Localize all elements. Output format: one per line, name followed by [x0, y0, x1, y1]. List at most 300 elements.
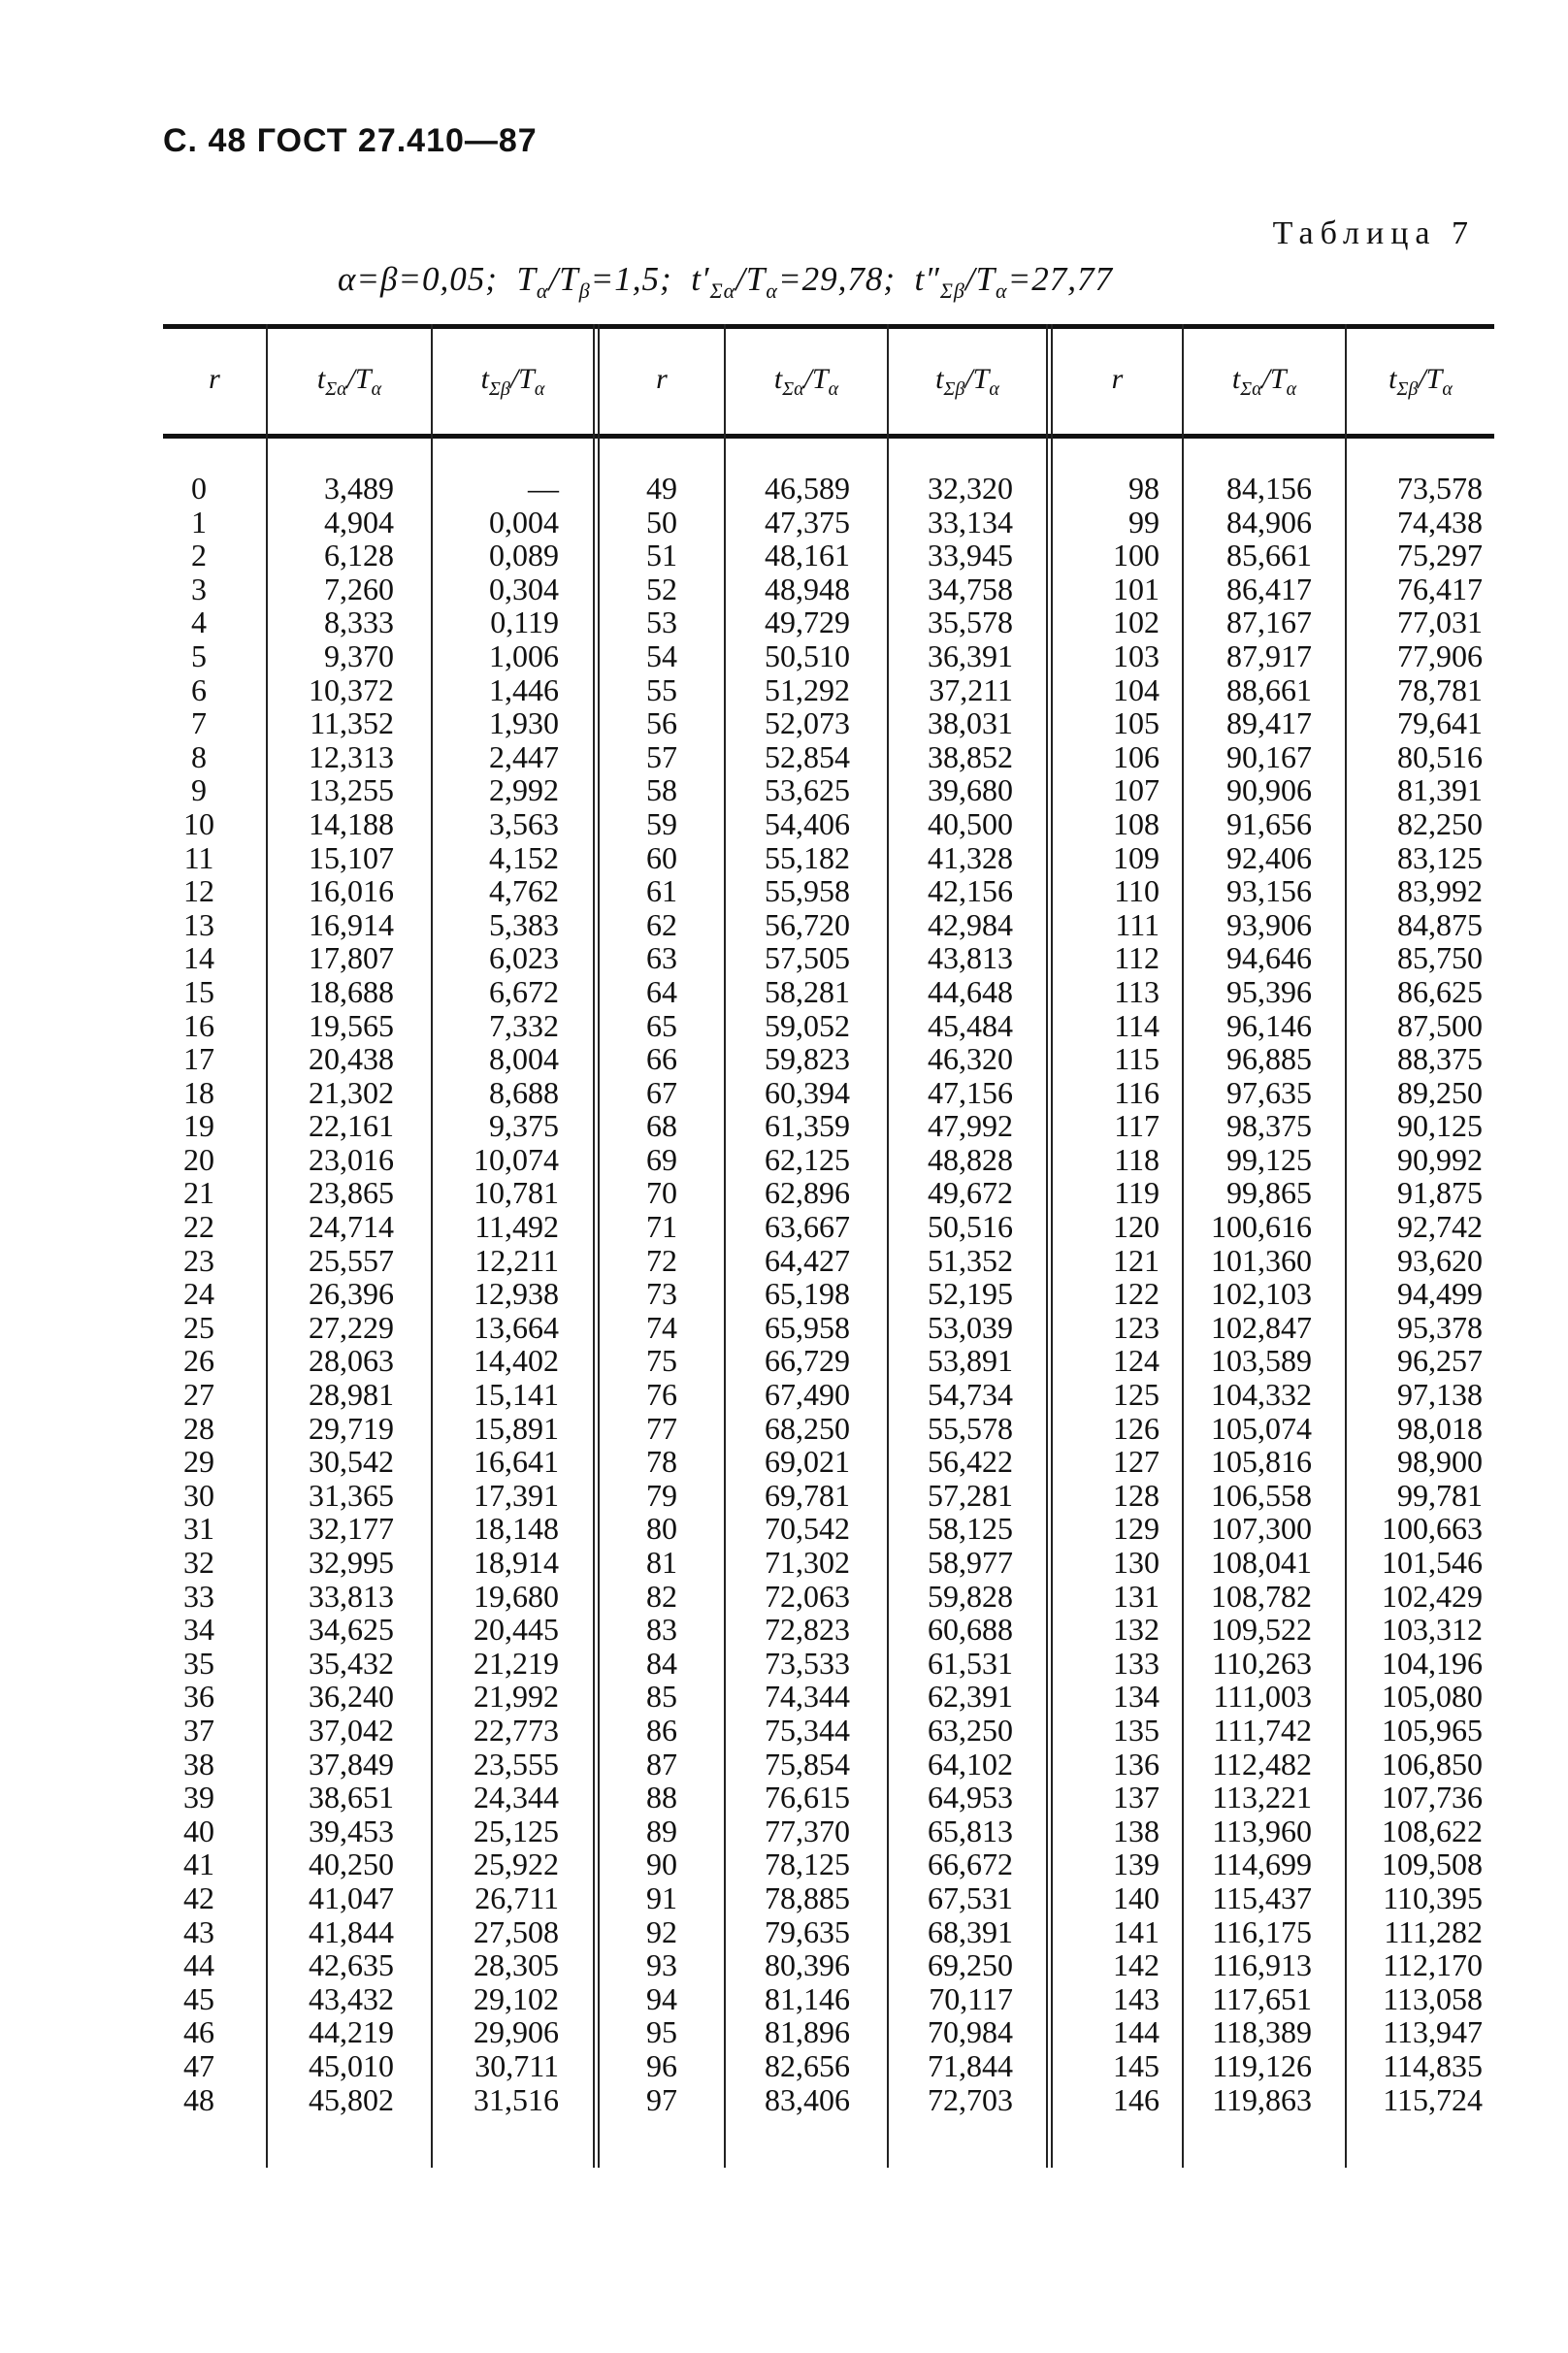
- r-cell: 128: [1113, 1477, 1160, 1513]
- t-sum-beta-cell: 49,672: [928, 1175, 1013, 1211]
- t-sum-alpha-cell: 11,352: [310, 705, 394, 741]
- t-sum-alpha-cell: 84,906: [1226, 504, 1312, 539]
- t-sum-alpha-cell: 37,042: [309, 1712, 394, 1748]
- t-sum-alpha-cell: 100,616: [1211, 1209, 1312, 1245]
- header-t-beta-sub2: α: [989, 378, 999, 400]
- t-sum-alpha-cell: 38,651: [309, 1780, 394, 1815]
- t-sum-alpha-cell: 9,370: [324, 637, 394, 673]
- r-cell: 130: [1113, 1545, 1160, 1580]
- t-sum-beta-cell: 93,620: [1397, 1242, 1483, 1278]
- t-sum-alpha-cell: 27,229: [309, 1309, 394, 1345]
- r-cell: 51: [646, 538, 677, 573]
- t-sum-beta-cell: 89,250: [1397, 1074, 1483, 1110]
- header-t-alpha-main: t: [1231, 363, 1241, 395]
- header-t-alpha-sub: Σα: [325, 378, 347, 400]
- r-cell: 97: [646, 2081, 677, 2117]
- t-sum-alpha-cell: 104,332: [1211, 1377, 1312, 1413]
- r-cell: 84: [646, 1645, 677, 1681]
- t-sum-beta-cell: 27,508: [474, 1913, 559, 1949]
- r-cell: 117: [1114, 1108, 1160, 1144]
- t-sum-beta-cell: 47,156: [928, 1074, 1013, 1110]
- r-cell: 80: [646, 1511, 677, 1547]
- t-sum-alpha-cell: 32,995: [309, 1545, 394, 1580]
- t-sum-beta-cell: 8,004: [489, 1041, 559, 1077]
- t-sum-alpha-cell: 103,589: [1211, 1343, 1312, 1379]
- t-sum-beta-cell: 5,383: [489, 906, 559, 942]
- r-cell: 35: [183, 1645, 214, 1681]
- r-cell: 54: [646, 637, 677, 673]
- r-cell: 29: [183, 1444, 214, 1480]
- t-sum-beta-cell: 90,125: [1397, 1108, 1483, 1144]
- t-sum-alpha-cell: 99,865: [1226, 1175, 1312, 1211]
- param-alpha-beta: α=β=0,05;: [338, 260, 498, 298]
- t-sum-beta-cell: 64,102: [928, 1746, 1013, 1781]
- t-sum-alpha-cell: 61,359: [765, 1108, 850, 1144]
- r-cell: 106: [1113, 738, 1160, 774]
- header-t-sum-alpha: [726, 363, 887, 411]
- t-sum-beta-cell: 64,953: [928, 1780, 1013, 1815]
- r-cell: 45: [183, 1980, 214, 2016]
- t-sum-beta-cell: 34,758: [928, 571, 1013, 606]
- r-cell: 135: [1113, 1712, 1160, 1748]
- header-r-label: r: [209, 363, 220, 395]
- header-t-alpha-main: t: [773, 363, 783, 395]
- r-cell: 104: [1113, 671, 1160, 707]
- t-sum-beta-cell: 19,680: [474, 1578, 559, 1614]
- r-cell: 129: [1113, 1511, 1160, 1547]
- t-sum-alpha-cell: 70,542: [765, 1511, 850, 1547]
- r-cell: 17: [183, 1041, 214, 1077]
- t-sum-alpha-cell: 102,847: [1211, 1309, 1312, 1345]
- r-cell: 61: [646, 873, 677, 909]
- t-sum-alpha-cell: 14,188: [309, 805, 394, 841]
- t-sum-beta-cell: 62,391: [928, 1679, 1013, 1715]
- header-r: [600, 363, 724, 411]
- t-sum-alpha-cell: 111,742: [1213, 1712, 1312, 1748]
- r-cell: 41: [183, 1846, 214, 1882]
- t-sum-alpha-cell: 119,126: [1212, 2047, 1312, 2083]
- r-cell: 60: [646, 839, 677, 875]
- t-sum-beta-column: [889, 472, 1013, 2116]
- r-cell: 126: [1113, 1410, 1160, 1446]
- r-cell: 70: [646, 1175, 677, 1211]
- t-sum-alpha-cell: 50,510: [765, 637, 850, 673]
- t-sum-beta-cell: 71,844: [928, 2047, 1013, 2083]
- r-cell: 133: [1113, 1645, 1160, 1681]
- t-sum-alpha-cell: 77,370: [765, 1813, 850, 1848]
- t-sum-beta-cell: 58,977: [928, 1545, 1013, 1580]
- header-t-beta-main: t: [480, 363, 489, 395]
- t-sum-alpha-cell: 93,906: [1226, 906, 1312, 942]
- t-sum-beta-cell: 98,018: [1397, 1410, 1483, 1446]
- t-sum-beta-cell: 108,622: [1382, 1813, 1483, 1848]
- t-sum-beta-cell: 51,352: [928, 1242, 1013, 1278]
- r-cell: 145: [1113, 2047, 1160, 2083]
- t-sum-beta-cell: 70,984: [928, 2014, 1013, 2050]
- t-sum-beta-cell: 100,663: [1382, 1511, 1483, 1547]
- t-sum-alpha-cell: 10,372: [309, 671, 394, 707]
- t-sum-beta-cell: 24,344: [474, 1780, 559, 1815]
- r-cell: 72: [646, 1242, 677, 1278]
- r-cell: 103: [1113, 637, 1160, 673]
- t-sum-beta-cell: 66,672: [928, 1846, 1013, 1882]
- r-cell: 78: [646, 1444, 677, 1480]
- t-sum-alpha-cell: 105,816: [1211, 1444, 1312, 1480]
- r-cell: 14: [183, 940, 214, 976]
- t-sum-beta-cell: 103,312: [1382, 1612, 1483, 1648]
- t-sum-alpha-cell: 72,823: [765, 1612, 850, 1648]
- header-r: [163, 363, 266, 411]
- r-cell: 109: [1113, 839, 1160, 875]
- t-sum-alpha-cell: 74,344: [765, 1679, 850, 1715]
- t-sum-beta-cell: 42,156: [928, 873, 1013, 909]
- t-sum-beta-cell: 36,391: [928, 637, 1013, 673]
- t-sum-alpha-cell: 111,003: [1213, 1679, 1312, 1715]
- t-sum-beta-cell: 50,516: [928, 1209, 1013, 1245]
- r-cell: 36: [183, 1679, 214, 1715]
- t-sum-beta-cell: 48,828: [928, 1141, 1013, 1177]
- t-sum-alpha-cell: 62,896: [765, 1175, 850, 1211]
- t-sum-alpha-cell: 49,729: [765, 605, 850, 640]
- t-sum-beta-cell: 17,391: [474, 1477, 559, 1513]
- t-sum-alpha-cell: 83,406: [765, 2081, 850, 2117]
- t-sum-alpha-cell: 89,417: [1226, 705, 1312, 741]
- t-sum-alpha-cell: 98,375: [1226, 1108, 1312, 1144]
- header-t-sum-alpha: [268, 363, 431, 411]
- t-sum-beta-cell: 81,391: [1397, 772, 1483, 808]
- r-cell: 76: [646, 1377, 677, 1413]
- header-t-beta-rest: /T: [1418, 363, 1443, 395]
- t-sum-alpha-cell: 31,365: [309, 1477, 394, 1513]
- t-sum-alpha-cell: 45,010: [309, 2047, 394, 2083]
- t-sum-alpha-cell: 101,360: [1211, 1242, 1312, 1278]
- t-sum-alpha-cell: 60,394: [765, 1074, 850, 1110]
- header-t-sum-beta: [1347, 363, 1494, 411]
- t-sum-beta-cell: 61,531: [928, 1645, 1013, 1681]
- t-sum-beta-cell: 55,578: [928, 1410, 1013, 1446]
- r-cell: 46: [183, 2014, 214, 2050]
- r-cell: 136: [1113, 1746, 1160, 1781]
- r-cell: 48: [183, 2081, 214, 2117]
- t-sum-alpha-cell: 17,807: [309, 940, 394, 976]
- t-sum-beta-cell: 111,282: [1384, 1913, 1483, 1949]
- t-sum-alpha-cell: 85,661: [1226, 538, 1312, 573]
- t-sum-alpha-cell: 108,041: [1211, 1545, 1312, 1580]
- header-r-label: r: [656, 363, 668, 395]
- param-t-beta: t″: [914, 260, 940, 298]
- r-cell: 142: [1113, 1947, 1160, 1983]
- t-sum-beta-cell: 10,074: [474, 1141, 559, 1177]
- t-sum-beta-cell: 4,152: [489, 839, 559, 875]
- t-sum-beta-cell: 41,328: [928, 839, 1013, 875]
- r-cell: 64: [646, 973, 677, 1009]
- r-cell: 121: [1113, 1242, 1160, 1278]
- param-t-alpha-mid: /T: [735, 260, 767, 298]
- r-cell: 6: [191, 671, 207, 707]
- t-sum-alpha-cell: 56,720: [765, 906, 850, 942]
- r-cell: 3: [191, 571, 207, 606]
- r-cell: 101: [1113, 571, 1160, 606]
- t-sum-alpha-cell: 102,103: [1211, 1276, 1312, 1312]
- t-sum-alpha-cell: 52,854: [765, 738, 850, 774]
- t-sum-alpha-cell: 25,557: [309, 1242, 394, 1278]
- t-sum-alpha-cell: 4,904: [324, 504, 394, 539]
- t-sum-alpha-cell: 47,375: [765, 504, 850, 539]
- r-cell: 144: [1113, 2014, 1160, 2050]
- t-sum-beta-cell: 99,781: [1397, 1477, 1483, 1513]
- t-sum-alpha-cell: 33,813: [309, 1578, 394, 1614]
- t-sum-alpha-cell: 43,432: [309, 1980, 394, 2016]
- t-sum-alpha-cell: 88,661: [1226, 671, 1312, 707]
- t-sum-beta-cell: 0,004: [489, 504, 559, 539]
- header-t-alpha-rest: /T: [1261, 363, 1287, 395]
- t-sum-alpha-cell: 12,313: [309, 738, 394, 774]
- r-cell: 134: [1113, 1679, 1160, 1715]
- r-cell: 140: [1113, 1879, 1160, 1915]
- r-cell: 118: [1114, 1141, 1160, 1177]
- t-sum-beta-cell: 0,304: [489, 571, 559, 606]
- t-sum-beta-cell: 87,500: [1397, 1007, 1483, 1043]
- t-sum-beta-cell: 12,211: [474, 1242, 559, 1278]
- r-cell: 27: [183, 1377, 214, 1413]
- header-t-beta-sub2: α: [1442, 378, 1453, 400]
- t-sum-alpha-cell: 64,427: [765, 1242, 850, 1278]
- r-cell: 38: [183, 1746, 214, 1781]
- t-sum-beta-cell: 96,257: [1397, 1343, 1483, 1379]
- r-cell: 111: [1115, 906, 1160, 942]
- t-sum-beta-cell: 79,641: [1397, 705, 1483, 741]
- r-cell: 18: [183, 1074, 214, 1110]
- t-sum-beta-cell: 25,922: [474, 1846, 559, 1882]
- r-cell: 62: [646, 906, 677, 942]
- t-sum-beta-cell: 65,813: [928, 1813, 1013, 1848]
- r-cell: 91: [646, 1879, 677, 1915]
- t-sum-beta-cell: 105,965: [1382, 1712, 1483, 1748]
- t-sum-alpha-cell: 113,221: [1212, 1780, 1312, 1815]
- r-column: [600, 472, 724, 2116]
- t-sum-beta-cell: 14,402: [474, 1343, 559, 1379]
- t-sum-alpha-cell: 119,863: [1212, 2081, 1312, 2117]
- t-sum-beta-cell: 15,891: [474, 1410, 559, 1446]
- r-cell: 79: [646, 1477, 677, 1513]
- r-cell: 15: [183, 973, 214, 1009]
- t-sum-alpha-cell: 35,432: [309, 1645, 394, 1681]
- t-sum-beta-cell: 21,219: [474, 1645, 559, 1681]
- t-sum-beta-cell: 9,375: [489, 1108, 559, 1144]
- t-sum-beta-cell: 82,250: [1397, 805, 1483, 841]
- t-sum-alpha-cell: 66,729: [765, 1343, 850, 1379]
- t-sum-beta-cell: 114,835: [1383, 2047, 1483, 2083]
- r-cell: 119: [1114, 1175, 1160, 1211]
- r-cell: 122: [1113, 1276, 1160, 1312]
- t-sum-beta-cell: 37,211: [929, 671, 1013, 707]
- t-sum-beta-cell: 57,281: [928, 1477, 1013, 1513]
- t-sum-alpha-cell: 24,714: [309, 1209, 394, 1245]
- r-cell: 90: [646, 1846, 677, 1882]
- param-t-beta-value: =27,77: [1007, 260, 1113, 298]
- r-cell: 89: [646, 1813, 677, 1848]
- t-sum-beta-cell: 33,134: [928, 504, 1013, 539]
- t-sum-beta-cell: 101,546: [1382, 1545, 1483, 1580]
- header-t-alpha-rest: /T: [346, 363, 372, 395]
- r-cell: 88: [646, 1780, 677, 1815]
- param-ratio-sub-beta: β: [578, 278, 591, 303]
- t-sum-alpha-cell: 16,016: [309, 873, 394, 909]
- header-t-beta-rest: /T: [509, 363, 535, 395]
- param-t-beta-sub2: α: [996, 278, 1008, 303]
- t-sum-alpha-cell: 96,146: [1226, 1007, 1312, 1043]
- t-sum-beta-cell: 30,711: [474, 2047, 559, 2083]
- header-t-alpha-main: t: [316, 363, 326, 395]
- t-sum-alpha-cell: 112,482: [1212, 1746, 1312, 1781]
- t-sum-alpha-cell: 28,063: [309, 1343, 394, 1379]
- header-r-label: r: [1111, 363, 1124, 395]
- r-cell: 30: [183, 1477, 214, 1513]
- t-sum-beta-cell: 83,992: [1397, 873, 1483, 909]
- r-cell: 132: [1113, 1612, 1160, 1648]
- t-sum-alpha-cell: 78,125: [765, 1846, 850, 1882]
- t-sum-beta-cell: 39,680: [928, 772, 1013, 808]
- r-cell: 26: [183, 1343, 214, 1379]
- t-sum-beta-cell: 73,578: [1397, 471, 1483, 506]
- t-sum-beta-cell: 1,930: [489, 705, 559, 741]
- t-sum-alpha-cell: 16,914: [309, 906, 394, 942]
- t-sum-beta-cell: 104,196: [1382, 1645, 1483, 1681]
- t-sum-beta-cell: 105,080: [1382, 1679, 1483, 1715]
- t-sum-beta-cell: 21,992: [474, 1679, 559, 1715]
- t-sum-beta-cell: 10,781: [474, 1175, 559, 1211]
- t-sum-beta-cell: 40,500: [928, 805, 1013, 841]
- r-cell: 81: [646, 1545, 677, 1580]
- t-sum-beta-cell: 29,102: [474, 1980, 559, 2016]
- r-cell: 32: [183, 1545, 214, 1580]
- r-cell: 8: [191, 738, 207, 774]
- r-cell: 31: [183, 1511, 214, 1547]
- r-column: [163, 472, 235, 2116]
- t-sum-alpha-cell: 92,406: [1226, 839, 1312, 875]
- t-sum-beta-cell: 47,992: [928, 1108, 1013, 1144]
- r-cell: 98: [1128, 471, 1160, 506]
- t-sum-alpha-cell: 59,823: [765, 1041, 850, 1077]
- header-t-beta-sub: Σβ: [1396, 378, 1419, 400]
- t-sum-alpha-cell: 81,146: [765, 1980, 850, 2016]
- r-cell: 82: [646, 1578, 677, 1614]
- t-sum-alpha-cell: 28,981: [309, 1377, 394, 1413]
- t-sum-alpha-cell: 44,219: [309, 2014, 394, 2050]
- t-sum-beta-column: [433, 472, 559, 2116]
- t-sum-beta-cell: 4,762: [489, 873, 559, 909]
- header-t-sum-alpha: [1184, 363, 1345, 411]
- r-cell: 65: [646, 1007, 677, 1043]
- r-cell: 112: [1114, 940, 1160, 976]
- t-sum-alpha-cell: 65,198: [765, 1276, 850, 1312]
- t-sum-alpha-cell: 20,438: [309, 1041, 394, 1077]
- t-sum-beta-cell: 85,750: [1397, 940, 1483, 976]
- t-sum-beta-cell: 53,039: [928, 1309, 1013, 1345]
- param-t-beta-sub: Σβ: [939, 278, 965, 303]
- r-cell: 146: [1113, 2081, 1160, 2117]
- r-cell: 116: [1114, 1074, 1160, 1110]
- t-sum-alpha-cell: 52,073: [765, 705, 850, 741]
- block-divider: [593, 324, 600, 2168]
- t-sum-beta-cell: 23,555: [474, 1746, 559, 1781]
- r-cell: 69: [646, 1141, 677, 1177]
- r-cell: 63: [646, 940, 677, 976]
- header-t-beta-main: t: [935, 363, 944, 395]
- t-sum-alpha-cell: 110,263: [1212, 1645, 1312, 1681]
- r-cell: 50: [646, 504, 677, 539]
- t-sum-beta-cell: 58,125: [928, 1511, 1013, 1547]
- t-sum-alpha-cell: 84,156: [1226, 471, 1312, 506]
- t-sum-alpha-cell: 107,300: [1211, 1511, 1312, 1547]
- t-sum-alpha-cell: 21,302: [309, 1074, 394, 1110]
- t-sum-alpha-cell: 15,107: [309, 839, 394, 875]
- t-sum-beta-cell: 109,508: [1382, 1846, 1483, 1882]
- t-sum-beta-cell: 113,947: [1383, 2014, 1483, 2050]
- block-divider: [1046, 324, 1053, 2168]
- r-cell: 86: [646, 1712, 677, 1748]
- t-sum-alpha-cell: 80,396: [765, 1947, 850, 1983]
- t-sum-alpha-cell: 109,522: [1211, 1612, 1312, 1648]
- t-sum-alpha-cell: 114,699: [1212, 1846, 1312, 1882]
- r-cell: 131: [1113, 1578, 1160, 1614]
- r-cell: 0: [191, 471, 207, 506]
- t-sum-beta-cell: 115,724: [1383, 2081, 1483, 2117]
- param-t-alpha: t′: [691, 260, 710, 298]
- t-sum-beta-cell: 8,688: [489, 1074, 559, 1110]
- r-cell: 71: [646, 1209, 677, 1245]
- r-cell: 66: [646, 1041, 677, 1077]
- t-sum-beta-cell: 95,378: [1397, 1309, 1483, 1345]
- r-cell: 56: [646, 705, 677, 741]
- r-cell: 52: [646, 571, 677, 606]
- t-sum-alpha-cell: 116,175: [1212, 1913, 1312, 1949]
- t-sum-beta-cell: 28,305: [474, 1947, 559, 1983]
- t-sum-beta-cell: 97,138: [1397, 1377, 1483, 1413]
- r-cell: 123: [1113, 1309, 1160, 1345]
- t-sum-alpha-cell: 23,865: [309, 1175, 394, 1211]
- r-cell: 77: [646, 1410, 677, 1446]
- t-sum-alpha-cell: 19,565: [309, 1007, 394, 1043]
- r-cell: 124: [1113, 1343, 1160, 1379]
- t-sum-beta-cell: 53,891: [928, 1343, 1013, 1379]
- t-sum-alpha-cell: 55,958: [765, 873, 850, 909]
- t-sum-beta-cell: 72,703: [928, 2081, 1013, 2117]
- r-cell: 20: [183, 1141, 214, 1177]
- t-sum-beta-column: [1347, 472, 1483, 2116]
- r-cell: 19: [183, 1108, 214, 1144]
- t-sum-beta-cell: 106,850: [1382, 1746, 1483, 1781]
- r-cell: 13: [183, 906, 214, 942]
- table-top-rule: [163, 324, 1494, 329]
- t-sum-alpha-cell: 55,182: [765, 839, 850, 875]
- t-sum-alpha-cell: 57,505: [765, 940, 850, 976]
- r-cell: 43: [183, 1913, 214, 1949]
- t-sum-beta-cell: 2,447: [489, 738, 559, 774]
- t-sum-beta-cell: 25,125: [474, 1813, 559, 1848]
- t-sum-alpha-cell: 115,437: [1212, 1879, 1312, 1915]
- t-sum-alpha-cell: 79,635: [765, 1913, 850, 1949]
- t-sum-alpha-cell: 41,844: [309, 1913, 394, 1949]
- r-cell: 9: [191, 772, 207, 808]
- t-sum-alpha-cell: 67,490: [765, 1377, 850, 1413]
- r-cell: 139: [1113, 1846, 1160, 1882]
- r-cell: 114: [1114, 1007, 1160, 1043]
- t-sum-alpha-cell: 62,125: [765, 1141, 850, 1177]
- t-sum-alpha-column: [726, 472, 850, 2116]
- t-sum-beta-cell: 92,742: [1397, 1209, 1483, 1245]
- t-sum-beta-cell: 33,945: [928, 538, 1013, 573]
